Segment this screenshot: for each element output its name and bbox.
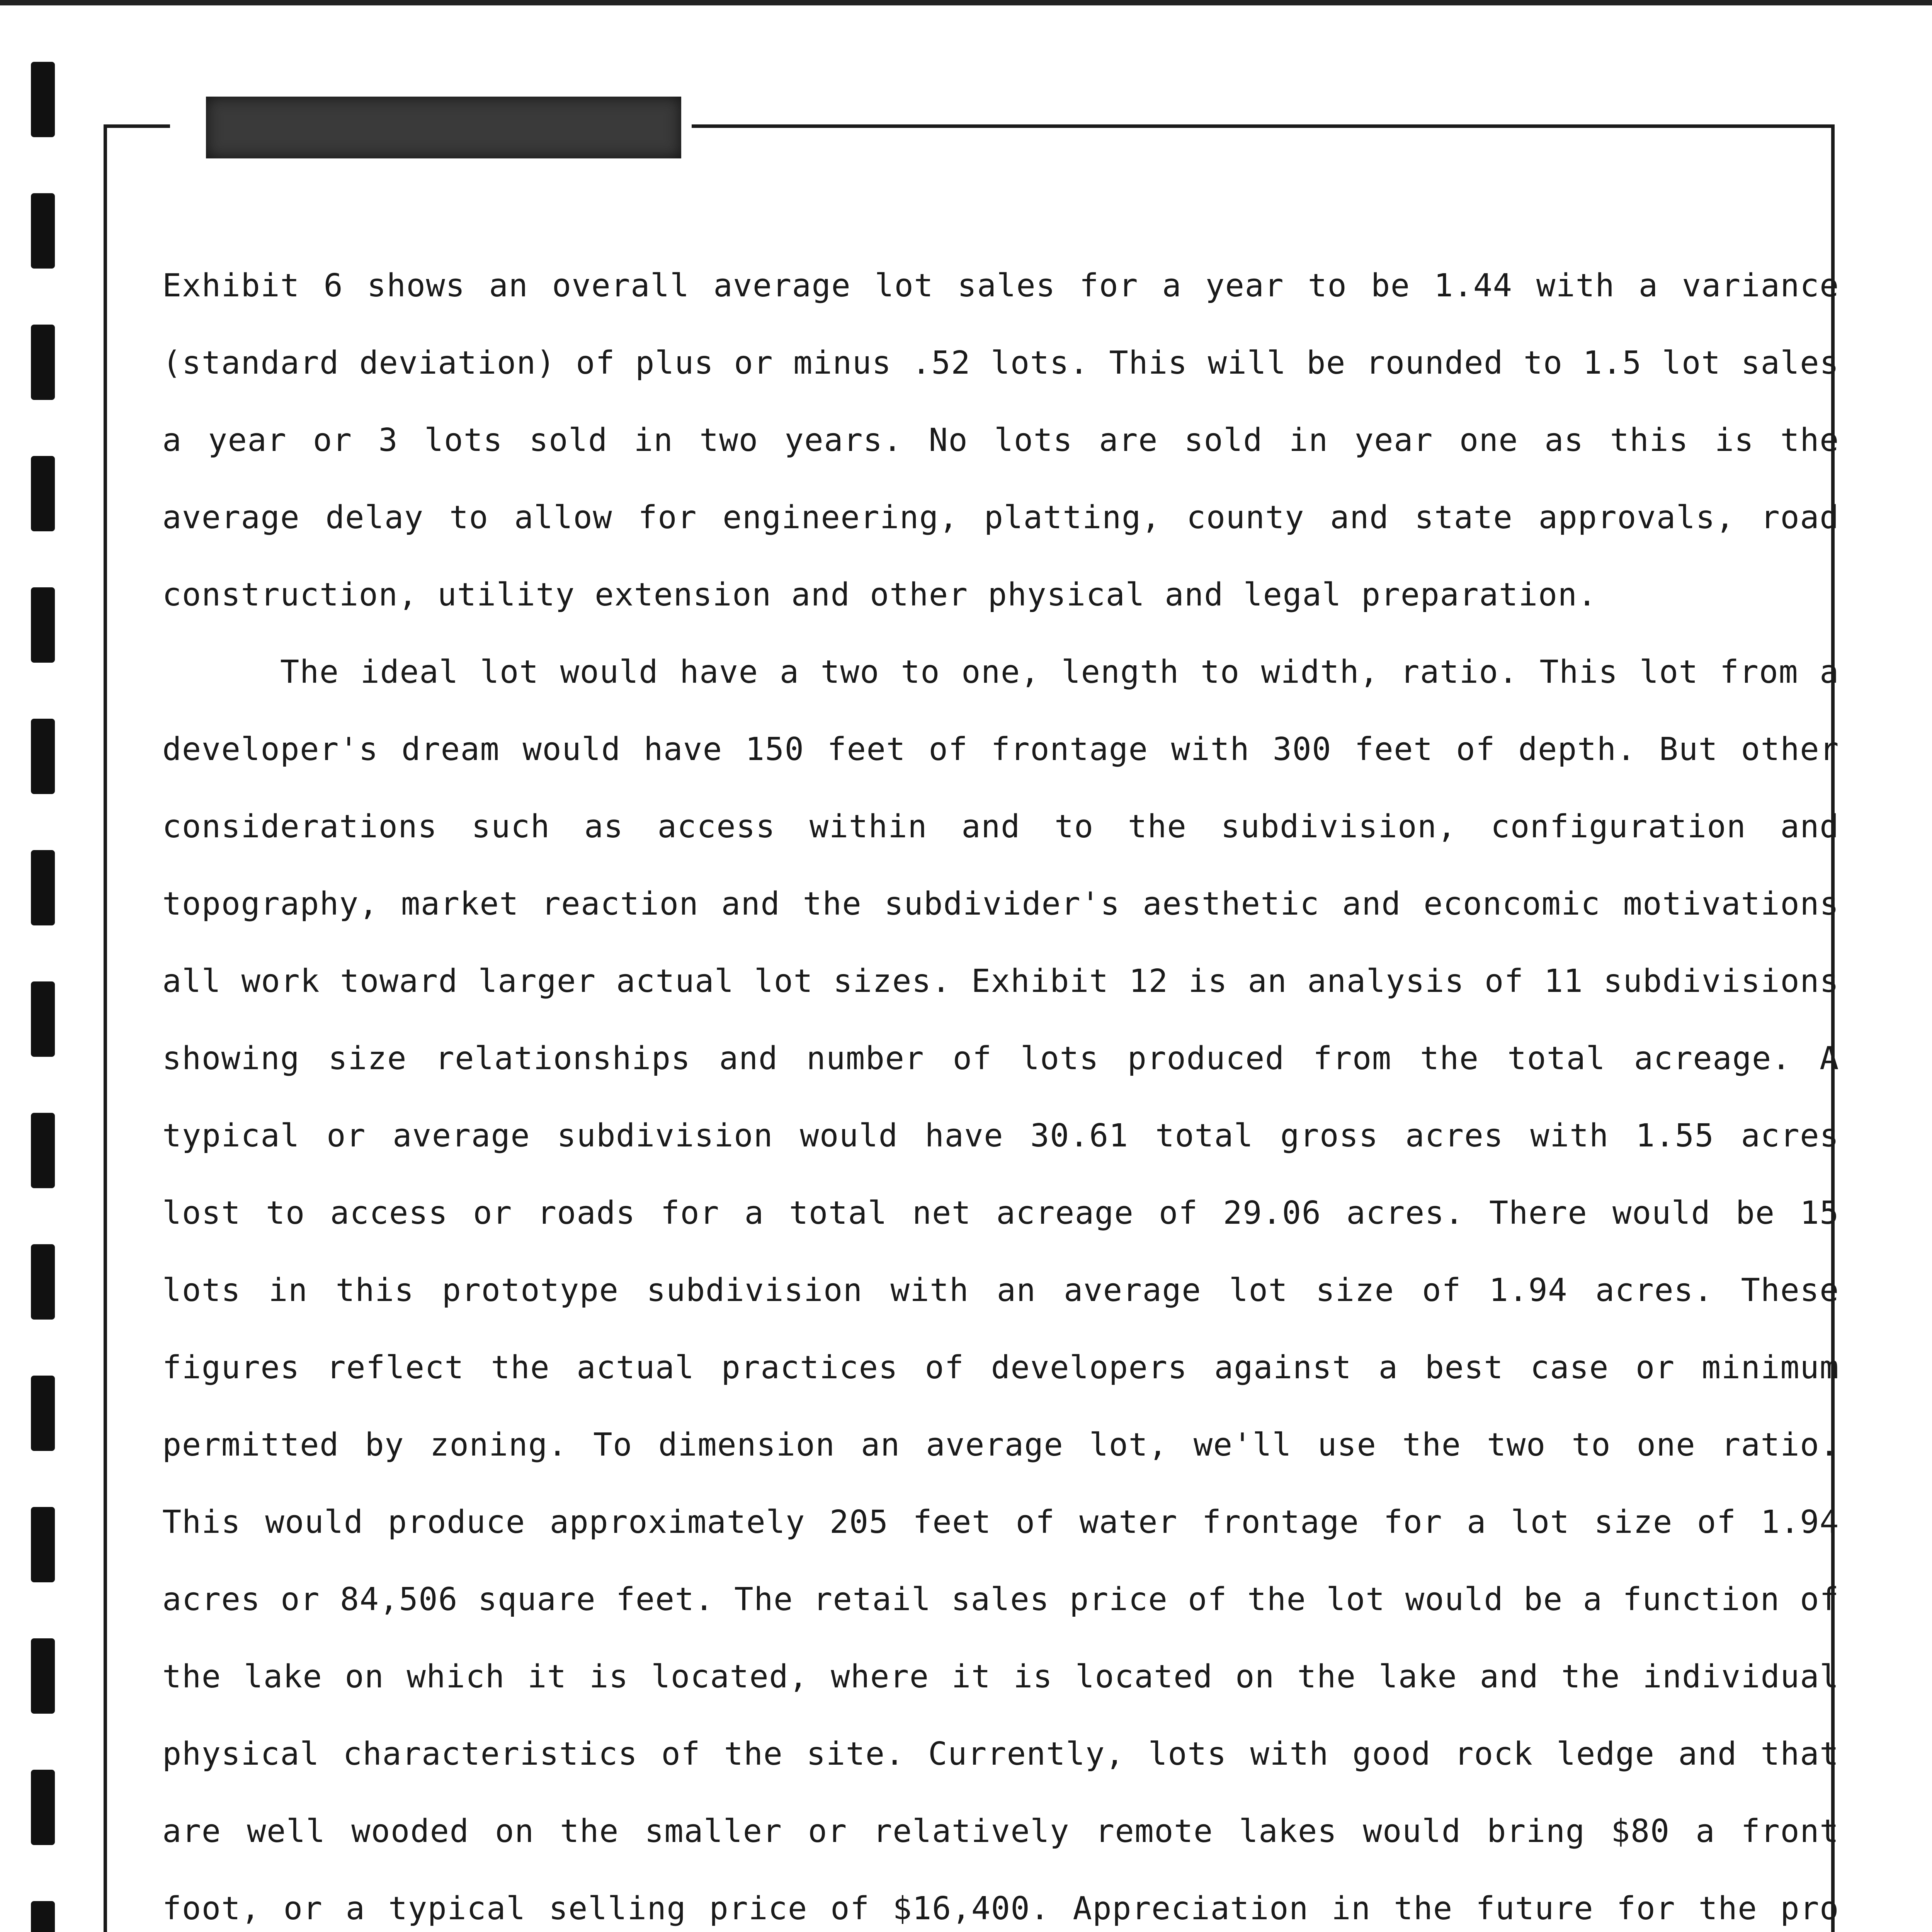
binding-hole	[31, 1113, 55, 1188]
binding-hole	[31, 325, 55, 400]
binding-hole	[31, 1770, 55, 1845]
body-text	[162, 247, 1839, 1932]
binding-hole	[31, 193, 55, 269]
paragraph-lot-sales: Exhibit 6 shows an overall average lot sales for a year to be 1.44 with a variance (standard deviation) of plus or minus .52 lots. This will be rounded to 1.5 lot sales a year or 3 lots sold in two years. No lots are sold in year one as this is the average delay to allow for engineering, platting, county and state approvals, road construction, utility extension and other physical and legal preparation.	[162, 267, 1839, 613]
binding-hole	[31, 1638, 55, 1714]
scan-top-edge	[0, 0, 1932, 5]
binding-hole	[31, 1376, 55, 1451]
binding-hole	[31, 62, 55, 137]
binding-hole	[31, 981, 55, 1057]
binding-hole	[31, 1901, 55, 1932]
binding-hole	[31, 719, 55, 794]
binding-hole	[31, 456, 55, 531]
binding-hole	[31, 850, 55, 925]
binding-hole	[31, 1244, 55, 1320]
binding-hole	[31, 1507, 55, 1582]
paragraph-ideal-lot: The ideal lot would have a two to one, length to width, ratio. This lot from a developer's dream would have 150 feet of frontage with 300 feet of depth. But other considerations such as access within and to the subdivision, configuration and topography, market reaction and the subdivider's aesthetic and econcomic motivations all work toward larger actual lot sizes. Exhibit 12 is an analysis of 11 subdivisions showing size relationships and number of lots produced from the total acreage. A typical or average subdivision would have 30.61 total gross acres with 1.55 acres lost to access or roads for a total net acreage of 29.06 acres. There would be 15 lots in this prototype subdivision with an average lot size of 1.94 acres. These figures reflect the actual practices of developers against a best case or minimum permitted by zoning. To dimension an average lot, we'll use the two to one ratio. This would produce approximately 205 feet of water frontage for a lot size of 1.94 acres or 84,506 square feet. The retail sales price of the lot would be a function of the lake on which it is located, where it is located on the lake and the individual physical characteristics of the site. Currently, lots with good rock ledge and that are well wooded on the smaller or relatively remote lakes would bring $80 a front foot, or a typical selling price of $16,400. Appreciation in the future for the pro	[162, 654, 1839, 1927]
binding-holes	[23, 0, 70, 1932]
binding-hole	[31, 587, 55, 663]
header-bar	[206, 97, 681, 158]
